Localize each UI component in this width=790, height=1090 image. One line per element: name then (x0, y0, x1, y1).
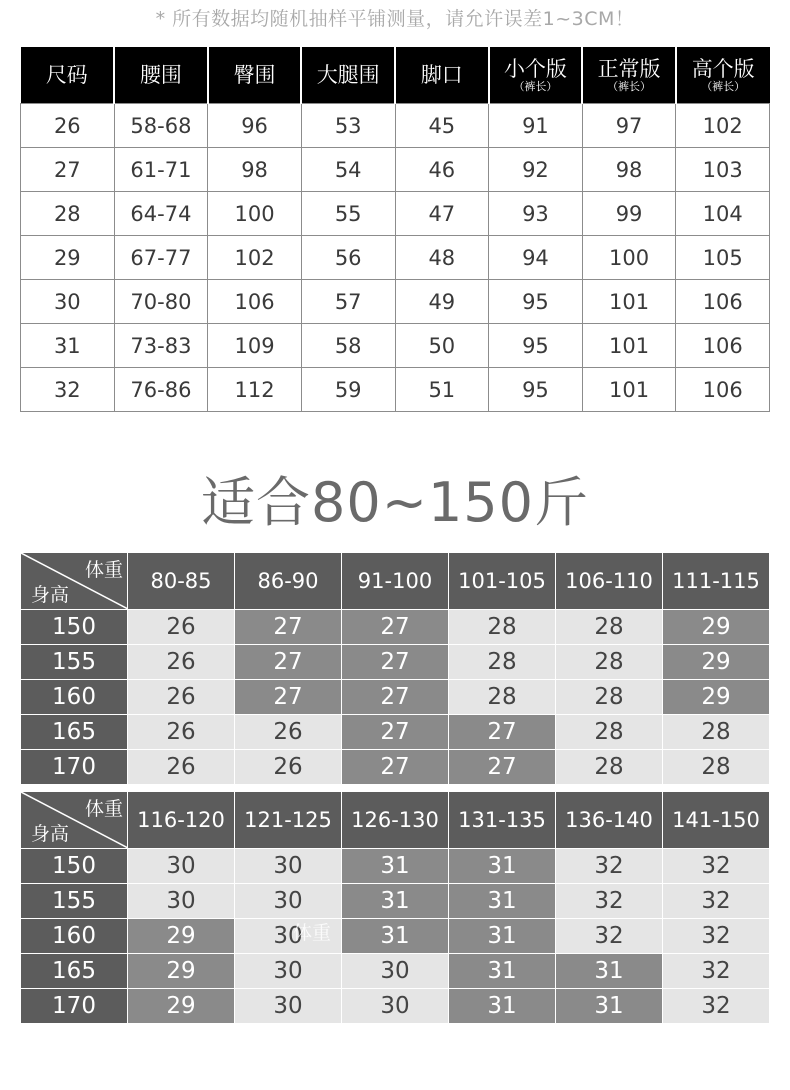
size-cell: 112 (208, 368, 302, 412)
grid-row (21, 645, 770, 680)
size-cell: 98 (208, 148, 302, 192)
thigh-col-header: 大腿围 (301, 47, 395, 104)
size-cell: 26 (21, 104, 115, 148)
size-cell: 100 (582, 236, 676, 280)
recommended-size-cell: 30 (235, 849, 342, 884)
recommended-size-cell: 27 (342, 680, 449, 715)
recommended-size-cell: 29 (128, 954, 235, 989)
recommended-size-cell: 32 (663, 919, 770, 954)
recommended-size-cell: 31 (556, 954, 663, 989)
size-cell: 76-86 (114, 368, 208, 412)
height-row-header: 165 (21, 954, 128, 989)
grid-header-row (21, 792, 770, 849)
height-label: 身高 (31, 584, 70, 606)
size-cell: 61-71 (114, 148, 208, 192)
recommended-size-cell: 27 (342, 645, 449, 680)
size-cell: 106 (208, 280, 302, 324)
waist-col-header: 腰围 (114, 47, 208, 104)
recommended-size-cell: 26 (128, 750, 235, 785)
recommended-size-cell: 27 (342, 750, 449, 785)
tall-length-col-header: 高个版 （裤长） (676, 47, 770, 104)
recommended-size-cell: 28 (556, 750, 663, 785)
size-cell: 47 (395, 192, 489, 236)
size-cell: 58 (301, 324, 395, 368)
height-row-header: 160 (21, 680, 128, 715)
size-cell: 100 (208, 192, 302, 236)
size-cell: 31 (21, 324, 115, 368)
height-row-header: 160 (21, 919, 128, 954)
size-cell: 32 (21, 368, 115, 412)
recommended-size-cell: 28 (556, 680, 663, 715)
size-cell: 96 (208, 104, 302, 148)
recommended-size-cell: 29 (128, 989, 235, 1024)
weight-range-header: 80-85 (128, 553, 235, 610)
recommended-size-cell: 32 (663, 954, 770, 989)
size-cell: 95 (489, 324, 583, 368)
recommended-size-cell: 31 (449, 884, 556, 919)
recommended-size-cell: 30 (235, 884, 342, 919)
size-cell: 67-77 (114, 236, 208, 280)
size-cell: 101 (582, 280, 676, 324)
recommended-size-cell: 28 (663, 715, 770, 750)
recommended-size-cell: 31 (342, 884, 449, 919)
size-cell: 92 (489, 148, 583, 192)
size-row (21, 104, 770, 148)
recommended-size-cell: 31 (449, 989, 556, 1024)
size-cell: 109 (208, 324, 302, 368)
size-row (21, 368, 770, 412)
recommended-size-cell: 29 (663, 680, 770, 715)
size-row (21, 236, 770, 280)
height-row-header: 150 (21, 849, 128, 884)
size-cell: 51 (395, 368, 489, 412)
size-cell: 50 (395, 324, 489, 368)
size-cell: 46 (395, 148, 489, 192)
size-cell: 55 (301, 192, 395, 236)
size-cell: 98 (582, 148, 676, 192)
size-cell: 93 (489, 192, 583, 236)
recommended-size-cell: 27 (449, 715, 556, 750)
grid-row (21, 919, 770, 954)
recommended-size-cell: 30 (342, 954, 449, 989)
size-col-header: 尺码 (21, 47, 115, 104)
size-row (21, 324, 770, 368)
size-cell: 104 (676, 192, 770, 236)
recommended-size-cell: 26 (235, 715, 342, 750)
size-cell: 49 (395, 280, 489, 324)
size-chart-header-row (21, 47, 770, 104)
size-cell: 106 (676, 324, 770, 368)
weight-range-header: 121-125 (235, 792, 342, 849)
recommended-size-cell: 30 (342, 989, 449, 1024)
size-cell: 106 (676, 368, 770, 412)
size-cell: 58-68 (114, 104, 208, 148)
grid-row (21, 989, 770, 1024)
size-cell: 56 (301, 236, 395, 280)
recommended-size-cell: 28 (663, 750, 770, 785)
weight-height-grid-1 (20, 552, 770, 785)
grid-body (21, 610, 770, 785)
size-cell: 97 (582, 104, 676, 148)
recommended-size-cell: 31 (342, 919, 449, 954)
recommended-size-cell: 30 (128, 884, 235, 919)
size-cell: 27 (21, 148, 115, 192)
weight-label: 体重 (84, 559, 123, 581)
size-cell: 95 (489, 280, 583, 324)
size-cell: 106 (676, 280, 770, 324)
height-row-header: 150 (21, 610, 128, 645)
recommended-size-cell: 32 (556, 919, 663, 954)
size-cell: 64-74 (114, 192, 208, 236)
size-cell: 53 (301, 104, 395, 148)
recommended-size-cell: 32 (663, 989, 770, 1024)
petite-length-col-header: 小个版 （裤长） (489, 47, 583, 104)
height-label: 身高 (31, 823, 70, 845)
height-row-header: 155 (21, 884, 128, 919)
size-chart-table (20, 47, 770, 412)
size-cell: 101 (582, 324, 676, 368)
grid-header-row (21, 553, 770, 610)
recommended-size-cell: 30 (235, 989, 342, 1024)
size-cell: 70-80 (114, 280, 208, 324)
hip-col-header: 臀围 (208, 47, 302, 104)
grid-row (21, 849, 770, 884)
size-cell: 28 (21, 192, 115, 236)
size-cell: 102 (208, 236, 302, 280)
recommended-size-cell: 27 (342, 715, 449, 750)
grid-row (21, 715, 770, 750)
grid-body (21, 849, 770, 1024)
hem-col-header: 脚口 (395, 47, 489, 104)
weight-range-header: 141-150 (663, 792, 770, 849)
recommended-size-cell: 27 (449, 750, 556, 785)
weight-range-header: 111-115 (663, 553, 770, 610)
weight-range-header: 101-105 (449, 553, 556, 610)
recommended-size-cell: 32 (663, 849, 770, 884)
grid-row (21, 610, 770, 645)
size-row (21, 192, 770, 236)
size-row (21, 280, 770, 324)
size-cell: 29 (21, 236, 115, 280)
recommended-size-cell: 26 (128, 610, 235, 645)
recommended-size-cell: 28 (556, 715, 663, 750)
recommended-size-cell: 29 (128, 919, 235, 954)
weight-range-header: 91-100 (342, 553, 449, 610)
height-row-header: 165 (21, 715, 128, 750)
recommended-size-cell: 28 (449, 610, 556, 645)
recommended-size-cell: 31 (556, 989, 663, 1024)
regular-length-col-header: 正常版 （裤长） (582, 47, 676, 104)
size-chart-body (21, 104, 770, 412)
recommended-size-cell: 28 (449, 680, 556, 715)
weight-range-header: 116-120 (128, 792, 235, 849)
weight-range-header: 106-110 (556, 553, 663, 610)
measurement-note: * 所有数据均随机抽样平铺测量，请允许误差1~3CM！ (155, 8, 635, 30)
size-cell: 57 (301, 280, 395, 324)
recommended-size-cell: 28 (449, 645, 556, 680)
recommended-size-cell: 28 (556, 645, 663, 680)
weight-label: 体重 (84, 798, 123, 820)
grid-row (21, 884, 770, 919)
recommended-size-cell: 28 (556, 610, 663, 645)
recommended-size-cell: 30 (235, 919, 342, 954)
height-row-header: 170 (21, 989, 128, 1024)
size-cell: 102 (676, 104, 770, 148)
size-cell: 105 (676, 236, 770, 280)
weight-range-headline: 适合80~150斤 (200, 471, 590, 534)
height-row-header: 155 (21, 645, 128, 680)
size-cell: 101 (582, 368, 676, 412)
size-cell: 73-83 (114, 324, 208, 368)
grid-row (21, 954, 770, 989)
weight-range-header: 136-140 (556, 792, 663, 849)
recommended-size-cell: 31 (449, 849, 556, 884)
size-cell: 95 (489, 368, 583, 412)
recommended-size-cell: 27 (235, 680, 342, 715)
size-cell: 99 (582, 192, 676, 236)
size-row (21, 148, 770, 192)
watermark-text: 体重 (293, 922, 332, 944)
recommended-size-cell: 26 (128, 715, 235, 750)
recommended-size-cell: 32 (663, 884, 770, 919)
recommended-size-cell: 27 (235, 645, 342, 680)
recommended-size-cell: 32 (556, 884, 663, 919)
size-cell: 94 (489, 236, 583, 280)
recommended-size-cell: 27 (342, 610, 449, 645)
recommended-size-cell: 32 (556, 849, 663, 884)
recommended-size-cell: 26 (128, 680, 235, 715)
weight-range-header: 131-135 (449, 792, 556, 849)
recommended-size-cell: 29 (663, 645, 770, 680)
size-cell: 45 (395, 104, 489, 148)
grid-row (21, 750, 770, 785)
weight-height-grid-2 (20, 791, 770, 1024)
recommended-size-cell: 26 (128, 645, 235, 680)
height-row-header: 170 (21, 750, 128, 785)
recommended-size-cell: 31 (342, 849, 449, 884)
size-cell: 30 (21, 280, 115, 324)
recommended-size-cell: 31 (449, 954, 556, 989)
recommended-size-cell: 26 (235, 750, 342, 785)
recommended-size-cell: 31 (449, 919, 556, 954)
weight-range-header: 86-90 (235, 553, 342, 610)
recommended-size-cell: 29 (663, 610, 770, 645)
size-cell: 59 (301, 368, 395, 412)
size-cell: 48 (395, 236, 489, 280)
grid-row (21, 680, 770, 715)
size-cell: 54 (301, 148, 395, 192)
grid-corner (21, 792, 128, 849)
size-cell: 91 (489, 104, 583, 148)
grid-corner (21, 553, 128, 610)
recommended-size-cell: 27 (235, 610, 342, 645)
recommended-size-cell: 30 (128, 849, 235, 884)
size-cell: 103 (676, 148, 770, 192)
weight-range-header: 126-130 (342, 792, 449, 849)
recommended-size-cell: 30 (235, 954, 342, 989)
